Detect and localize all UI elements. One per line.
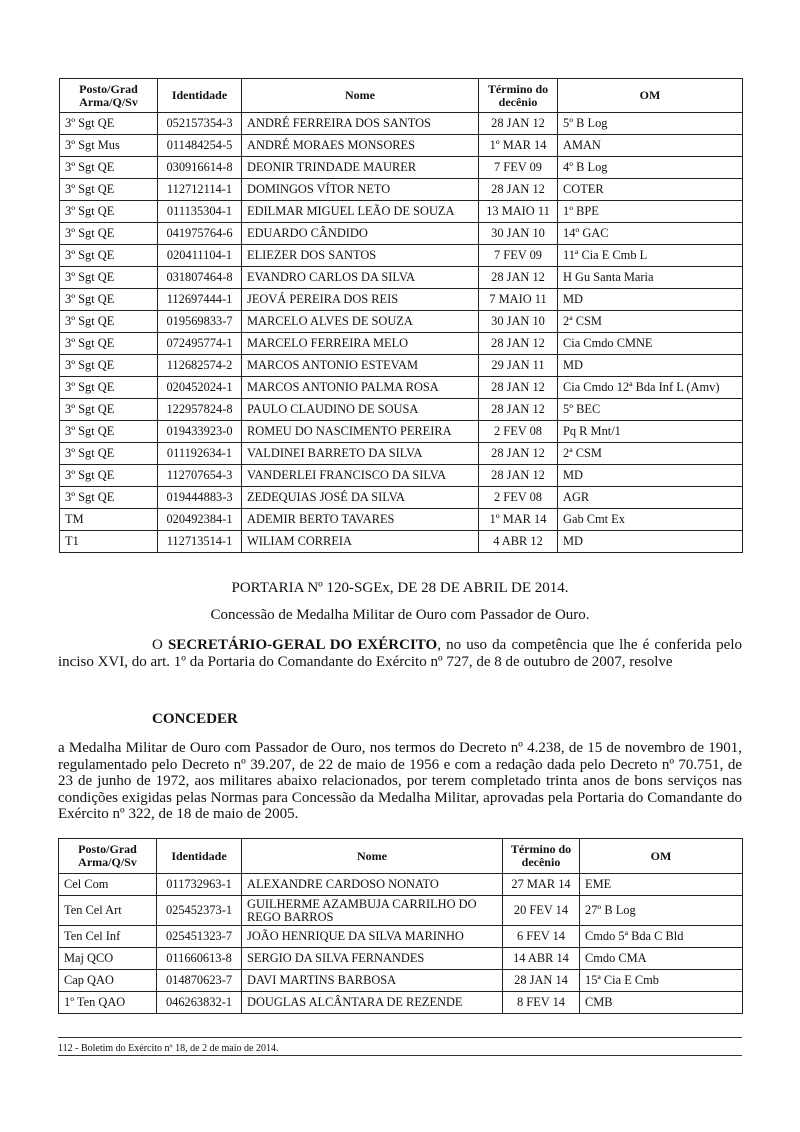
cell-nome: DEONIR TRINDADE MAURER <box>242 157 479 179</box>
header-om-text: OM <box>639 88 661 102</box>
cell-termino: 29 JAN 11 <box>479 355 558 377</box>
table-row <box>60 157 743 179</box>
cell-posto: 3º Sgt QE <box>60 223 158 245</box>
table-row <box>60 267 743 289</box>
cell-nome: ALEXANDRE CARDOSO NONATO <box>242 874 503 896</box>
header-identidade-text: Identidade <box>171 88 228 102</box>
cell-termino: 20 FEV 14 <box>503 896 580 926</box>
cell-termino: 7 FEV 09 <box>479 157 558 179</box>
cell-nome: DAVI MARTINS BARBOSA <box>242 970 503 992</box>
page-footer: 112 - Boletim do Exército nº 18, de 2 de maio de 2014. <box>58 1043 279 1054</box>
cell-posto: 3º Sgt QE <box>60 355 158 377</box>
footer-rule <box>58 1037 742 1038</box>
intro-pre: O <box>152 637 168 653</box>
cell-termino: 2 FEV 08 <box>479 421 558 443</box>
table-row <box>60 135 743 157</box>
intro-post: , no uso da competência que lhe é conferida pelo inciso XVI, do art. 1º da Portaria do Comandante do Exército nº 727, de 8 de outubro de 2007, resolve <box>58 637 742 670</box>
table-row <box>60 465 743 487</box>
cell-nome: VANDERLEI FRANCISCO DA SILVA <box>242 465 479 487</box>
table-row <box>60 201 743 223</box>
cell-identidade: 112682574-2 <box>158 355 242 377</box>
cell-posto: 3º Sgt QE <box>60 487 158 509</box>
cell-nome: ADEMIR BERTO TAVARES <box>242 509 479 531</box>
cell-identidade: 011192634-1 <box>158 443 242 465</box>
cell-termino: 1º MAR 14 <box>479 509 558 531</box>
cell-nome: ZEDEQUIAS JOSÉ DA SILVA <box>242 487 479 509</box>
cell-identidade: 112707654-3 <box>158 465 242 487</box>
cell-nome: PAULO CLAUDINO DE SOUSA <box>242 399 479 421</box>
cell-termino: 28 JAN 12 <box>479 333 558 355</box>
cell-nome: JOÃO HENRIQUE DA SILVA MARINHO <box>242 926 503 948</box>
cell-om: Cmdo CMA <box>580 948 743 970</box>
personnel-table-2 <box>58 838 743 1014</box>
cell-posto: Maj QCO <box>59 948 157 970</box>
cell-identidade: 046263832-1 <box>157 992 242 1014</box>
table-row <box>59 948 743 970</box>
cell-om: Gab Cmt Ex <box>558 509 743 531</box>
cell-om: MD <box>558 531 743 553</box>
cell-identidade: 020492384-1 <box>158 509 242 531</box>
cell-nome: MARCELO ALVES DE SOUZA <box>242 311 479 333</box>
cell-posto: 3º Sgt QE <box>60 289 158 311</box>
cell-om: MD <box>558 289 743 311</box>
cell-nome: MARCOS ANTONIO ESTEVAM <box>242 355 479 377</box>
cell-om: MD <box>558 355 743 377</box>
table-row <box>59 896 743 926</box>
cell-om: COTER <box>558 179 743 201</box>
table-row <box>60 311 743 333</box>
cell-identidade: 014870623-7 <box>157 970 242 992</box>
cell-posto: 3º Sgt QE <box>60 201 158 223</box>
cell-nome: ANDRÉ FERREIRA DOS SANTOS <box>242 113 479 135</box>
header-om <box>580 839 743 874</box>
header-nome-text: Nome <box>357 848 387 863</box>
portaria-verb: CONCEDER <box>152 711 238 727</box>
cell-termino: 7 FEV 09 <box>479 245 558 267</box>
cell-om: 11ª Cia E Cmb L <box>558 245 743 267</box>
portaria-body: a Medalha Militar de Ouro com Passador de Ouro, nos termos do Decreto nº 4.238, de 15 de novembro de 1901, regulamentado pelo Decreto nº 39.207, de 22 de maio de 1956 e com a redação dada pelo Decreto nº 70.751, de 23 de junho de 1972, aos militares abaixo relacionados, por terem completado trinta anos de bons serviços nas condições exigidas pelas Normas para Concessão da Medalha Militar, aprovadas pela Portaria do Comandante do Exército nº 322, de 18 de maio de 2005. <box>58 740 742 822</box>
table-row <box>60 509 743 531</box>
cell-posto: Cel Com <box>59 874 157 896</box>
cell-termino: 13 MAIO 11 <box>479 201 558 223</box>
cell-om: 5º BEC <box>558 399 743 421</box>
table-row <box>60 179 743 201</box>
cell-om: Cia Cmdo CMNE <box>558 333 743 355</box>
cell-om: AMAN <box>558 135 743 157</box>
cell-identidade: 020411104-1 <box>158 245 242 267</box>
cell-om: 2ª CSM <box>558 311 743 333</box>
cell-identidade: 020452024-1 <box>158 377 242 399</box>
header-nome-text: Nome <box>345 88 375 102</box>
cell-identidade: 072495774-1 <box>158 333 242 355</box>
cell-termino: 28 JAN 12 <box>479 465 558 487</box>
header-identidade <box>158 79 242 113</box>
cell-termino: 28 JAN 12 <box>479 377 558 399</box>
cell-posto: 1º Ten QAO <box>59 992 157 1014</box>
cell-posto: 3º Sgt QE <box>60 333 158 355</box>
cell-termino: 8 FEV 14 <box>503 992 580 1014</box>
header-nome <box>242 839 503 874</box>
cell-identidade: 030916614-8 <box>158 157 242 179</box>
header-termino <box>479 79 558 113</box>
table-row <box>60 443 743 465</box>
cell-termino: 14 ABR 14 <box>503 948 580 970</box>
table2-body <box>59 874 743 1014</box>
cell-nome: EVANDRO CARLOS DA SILVA <box>242 267 479 289</box>
footer-rule-bottom <box>58 1055 742 1056</box>
cell-posto: T1 <box>60 531 158 553</box>
cell-termino: 2 FEV 08 <box>479 487 558 509</box>
cell-om: AGR <box>558 487 743 509</box>
header-om-text: OM <box>650 848 672 863</box>
cell-posto: 3º Sgt QE <box>60 443 158 465</box>
cell-nome: ANDRÉ MORAES MONSORES <box>242 135 479 157</box>
table-row <box>60 377 743 399</box>
table-row <box>60 531 743 553</box>
cell-identidade: 122957824-8 <box>158 399 242 421</box>
cell-termino: 6 FEV 14 <box>503 926 580 948</box>
portaria-subtitle: Concessão de Medalha Militar de Ouro com Passador de Ouro. <box>210 607 590 623</box>
cell-om: 2ª CSM <box>558 443 743 465</box>
cell-posto: 3º Sgt QE <box>60 113 158 135</box>
cell-identidade: 011660613-8 <box>157 948 242 970</box>
cell-om: 14º GAC <box>558 223 743 245</box>
cell-om: 15ª Cia E Cmb <box>580 970 743 992</box>
cell-identidade: 112697444-1 <box>158 289 242 311</box>
cell-posto: Ten Cel Art <box>59 896 157 926</box>
cell-om: 5º B Log <box>558 113 743 135</box>
cell-posto: 3º Sgt QE <box>60 267 158 289</box>
table-row <box>60 487 743 509</box>
cell-posto: 3º Sgt QE <box>60 311 158 333</box>
cell-termino: 30 JAN 10 <box>479 223 558 245</box>
cell-posto: 3º Sgt QE <box>60 157 158 179</box>
cell-nome: MARCELO FERREIRA MELO <box>242 333 479 355</box>
header-identidade <box>157 839 242 874</box>
header-posto <box>60 79 158 113</box>
header-termino <box>503 839 580 874</box>
cell-nome: DOMINGOS VÍTOR NETO <box>242 179 479 201</box>
cell-posto: 3º Sgt QE <box>60 245 158 267</box>
cell-identidade: 011732963-1 <box>157 874 242 896</box>
cell-posto: Ten Cel Inf <box>59 926 157 948</box>
cell-om: MD <box>558 465 743 487</box>
cell-termino: 1º MAR 14 <box>479 135 558 157</box>
cell-nome: ROMEU DO NASCIMENTO PEREIRA <box>242 421 479 443</box>
cell-om: Cia Cmdo 12ª Bda Inf L (Amv) <box>558 377 743 399</box>
cell-termino: 30 JAN 10 <box>479 311 558 333</box>
cell-identidade: 011135304-1 <box>158 201 242 223</box>
cell-om: EME <box>580 874 743 896</box>
cell-posto: 3º Sgt Mus <box>60 135 158 157</box>
cell-identidade: 031807464-8 <box>158 267 242 289</box>
cell-posto: TM <box>60 509 158 531</box>
table-row <box>60 333 743 355</box>
header-termino-text: Término do decênio <box>487 81 549 109</box>
table-row <box>60 355 743 377</box>
table-row <box>60 421 743 443</box>
table-header-row <box>60 79 743 113</box>
cell-identidade: 112713514-1 <box>158 531 242 553</box>
cell-posto: 3º Sgt QE <box>60 421 158 443</box>
cell-nome: JEOVÁ PEREIRA DOS REIS <box>242 289 479 311</box>
portaria-intro <box>58 637 742 670</box>
cell-nome: MARCOS ANTONIO PALMA ROSA <box>242 377 479 399</box>
cell-identidade: 025452373-1 <box>157 896 242 926</box>
cell-nome: WILIAM CORREIA <box>242 531 479 553</box>
cell-termino: 7 MAIO 11 <box>479 289 558 311</box>
cell-posto: Cap QAO <box>59 970 157 992</box>
cell-om: 1º BPE <box>558 201 743 223</box>
cell-posto: 3º Sgt QE <box>60 377 158 399</box>
cell-identidade: 112712114-1 <box>158 179 242 201</box>
portaria-title: PORTARIA Nº 120-SGEx, DE 28 DE ABRIL DE 2014. <box>231 580 569 596</box>
table-header-row <box>59 839 743 874</box>
cell-termino: 28 JAN 12 <box>479 399 558 421</box>
table-row <box>59 970 743 992</box>
cell-identidade: 019569833-7 <box>158 311 242 333</box>
header-identidade-text: Identidade <box>171 848 227 863</box>
cell-termino: 28 JAN 14 <box>503 970 580 992</box>
header-om <box>558 79 743 113</box>
cell-nome: EDILMAR MIGUEL LEÃO DE SOUZA <box>242 201 479 223</box>
cell-identidade: 052157354-3 <box>158 113 242 135</box>
header-posto-text: Posto/Grad Arma/Q/Sv <box>78 842 137 869</box>
cell-nome: VALDINEI BARRETO DA SILVA <box>242 443 479 465</box>
cell-nome: EDUARDO CÂNDIDO <box>242 223 479 245</box>
table-row <box>60 223 743 245</box>
cell-nome: ELIEZER DOS SANTOS <box>242 245 479 267</box>
cell-termino: 28 JAN 12 <box>479 179 558 201</box>
cell-nome: DOUGLAS ALCÂNTARA DE REZENDE <box>242 992 503 1014</box>
personnel-table-1 <box>59 78 743 553</box>
intro-bold: SECRETÁRIO-GERAL DO EXÉRCITO <box>167 637 438 653</box>
header-posto <box>59 839 157 874</box>
cell-identidade: 041975764-6 <box>158 223 242 245</box>
table-row <box>60 113 743 135</box>
cell-termino: 4 ABR 12 <box>479 531 558 553</box>
cell-posto: 3º Sgt QE <box>60 399 158 421</box>
table-row <box>60 289 743 311</box>
cell-termino: 28 JAN 12 <box>479 267 558 289</box>
cell-identidade: 025451323-7 <box>157 926 242 948</box>
cell-termino: 27 MAR 14 <box>503 874 580 896</box>
cell-om: Cmdo 5ª Bda C Bld <box>580 926 743 948</box>
cell-om: 4º B Log <box>558 157 743 179</box>
table-row <box>59 992 743 1014</box>
cell-nome: SERGIO DA SILVA FERNANDES <box>242 948 503 970</box>
header-nome <box>242 79 479 113</box>
cell-om: 27º B Log <box>580 896 743 926</box>
cell-posto: 3º Sgt QE <box>60 179 158 201</box>
table-row <box>60 399 743 421</box>
cell-om: H Gu Santa Maria <box>558 267 743 289</box>
cell-identidade: 019433923-0 <box>158 421 242 443</box>
table1-body <box>60 113 743 553</box>
header-posto-text: Posto/Grad Arma/Q/Sv <box>79 81 138 109</box>
header-termino-text: Término do decênio <box>510 842 572 869</box>
cell-identidade: 019444883-3 <box>158 487 242 509</box>
table-row <box>60 245 743 267</box>
cell-om: Pq R Mnt/1 <box>558 421 743 443</box>
cell-om: CMB <box>580 992 743 1014</box>
cell-posto: 3º Sgt QE <box>60 465 158 487</box>
cell-termino: 28 JAN 12 <box>479 443 558 465</box>
cell-identidade: 011484254-5 <box>158 135 242 157</box>
table-row <box>59 926 743 948</box>
cell-nome: GUILHERME AZAMBUJA CARRILHO DO REGO BARROS <box>242 896 503 926</box>
table-row <box>59 874 743 896</box>
cell-termino: 28 JAN 12 <box>479 113 558 135</box>
